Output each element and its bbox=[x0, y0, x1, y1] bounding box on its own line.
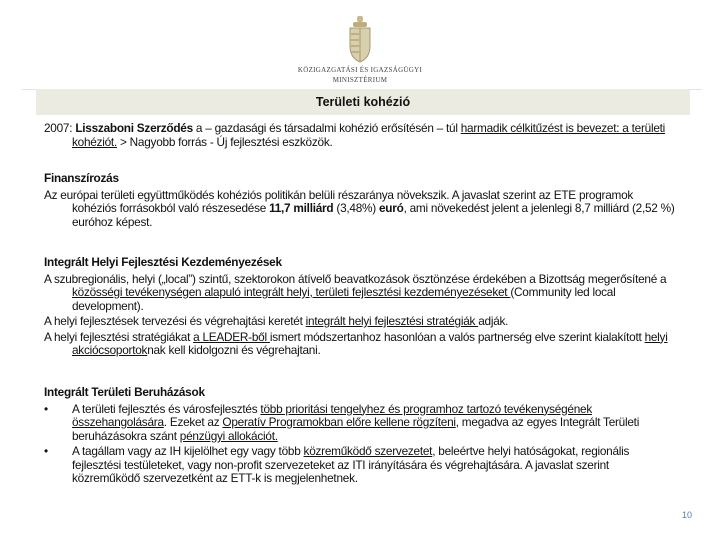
text: , beleértve helyi hatóságokat, regionális fejlesztési testületeket, vagy non-profit szervezeteket az ITI irányítására és végrehajtására. A javaslat szerint közreműködő szervezetként az ETT-k is megjelenhetnek. bbox=[72, 444, 630, 485]
text: 2007: bbox=[44, 121, 76, 135]
text-underlined: harmadik célkitűzést is bevezet: a területi kohéziót. bbox=[72, 121, 666, 149]
text: (3,48%) bbox=[333, 201, 379, 215]
ministry-name-line2: MINISZTÉRIUM bbox=[332, 76, 388, 84]
text: (Community led local development). bbox=[72, 285, 616, 313]
text-bold: euró bbox=[378, 201, 404, 215]
bullet-icon: • bbox=[44, 444, 48, 458]
text-bold: 11,7 milliárd bbox=[269, 201, 334, 215]
intro-paragraph bbox=[44, 122, 680, 149]
section-heading: Finanszírozás bbox=[44, 171, 119, 185]
text-bold: Lisszaboni Szerződés bbox=[75, 121, 193, 135]
coat-of-arms-logo bbox=[346, 14, 374, 64]
section-heading: Integrált Helyi Fejlesztési Kezdeményezések bbox=[44, 255, 282, 269]
text-underlined: helyi akciócsoportok bbox=[72, 329, 668, 357]
text: > Nagyobb forrás - Új fejlesztési eszközök. bbox=[116, 134, 333, 149]
text-underlined: több prioritási tengelyhez és programhoz tartozó tevékenységének összehangolására bbox=[72, 401, 592, 429]
clld-section bbox=[44, 256, 680, 360]
text-underlined: Operatív Programokban előre kellene rögzíteni bbox=[222, 415, 456, 429]
list-item bbox=[44, 403, 680, 444]
finance-paragraph bbox=[44, 189, 680, 230]
text: , megadva az egyes Integrált Területi beruházásokra szánt bbox=[72, 415, 640, 443]
clld-paragraph-2 bbox=[44, 315, 680, 329]
clld-paragraph-3 bbox=[44, 331, 680, 358]
text-underlined: közösségi tevékenységen alapuló integrált helyi, területi fejlesztési kezdeményezéseket bbox=[72, 285, 511, 299]
text: Az európai területi együttműködés kohéziós politikán belüli részaránya növekszik. A javaslat szerint az ETE programok kohéziós forrásokból való részesedése bbox=[44, 187, 634, 215]
section-heading: Integrált Területi Beruházások bbox=[44, 385, 205, 399]
iti-section bbox=[44, 386, 680, 488]
text-underlined: integrált helyi fejlesztési stratégiák bbox=[305, 314, 479, 328]
text: nak kell kidolgozni és végrehajtani. bbox=[147, 343, 321, 357]
ministry-name-line1: KÖZIGAZGATÁSI ÉS IGAZSÁGÜGYI bbox=[297, 66, 423, 74]
text: A helyi fejlesztési stratégiákat bbox=[44, 329, 194, 344]
text-underlined: pénzügyi allokációt. bbox=[179, 428, 278, 443]
text: ismert módszertanhoz hasonlóan a valós partnerség elve szerint kialakított bbox=[269, 329, 645, 344]
finance-section bbox=[44, 172, 680, 231]
text: A szubregionális, helyi („local”) szintű, szektorokon átívelő beavatkozások ösztönzése érdekében a Bizottság megerősítené a bbox=[44, 271, 667, 286]
text: adják. bbox=[478, 314, 509, 328]
text: , ami növekedést jelent a jelenlegi 8,7 milliárd (2,52 %) euróhoz képest. bbox=[72, 201, 675, 229]
text: . Ezeket az bbox=[163, 415, 223, 429]
text: A tagállam vagy az IH kijelölhet egy vagy több bbox=[72, 444, 304, 458]
text-underlined: a LEADER-ből bbox=[193, 329, 270, 344]
clld-paragraph-1 bbox=[44, 273, 680, 314]
slide-title: Területi kohézió bbox=[36, 89, 690, 115]
list-item bbox=[44, 445, 680, 486]
text: A helyi fejlesztések tervezési és végrehajtási keretét bbox=[44, 314, 306, 328]
text-underlined: közreműködő szervezetet bbox=[303, 444, 433, 458]
intro-section bbox=[44, 122, 680, 151]
bullet-icon: • bbox=[44, 401, 48, 416]
page-number: 10 bbox=[682, 510, 693, 520]
text: A területi fejlesztés és városfejlesztés bbox=[72, 401, 261, 416]
text: a – gazdasági és társadalmi kohézió erősítésén – túl bbox=[192, 121, 461, 135]
